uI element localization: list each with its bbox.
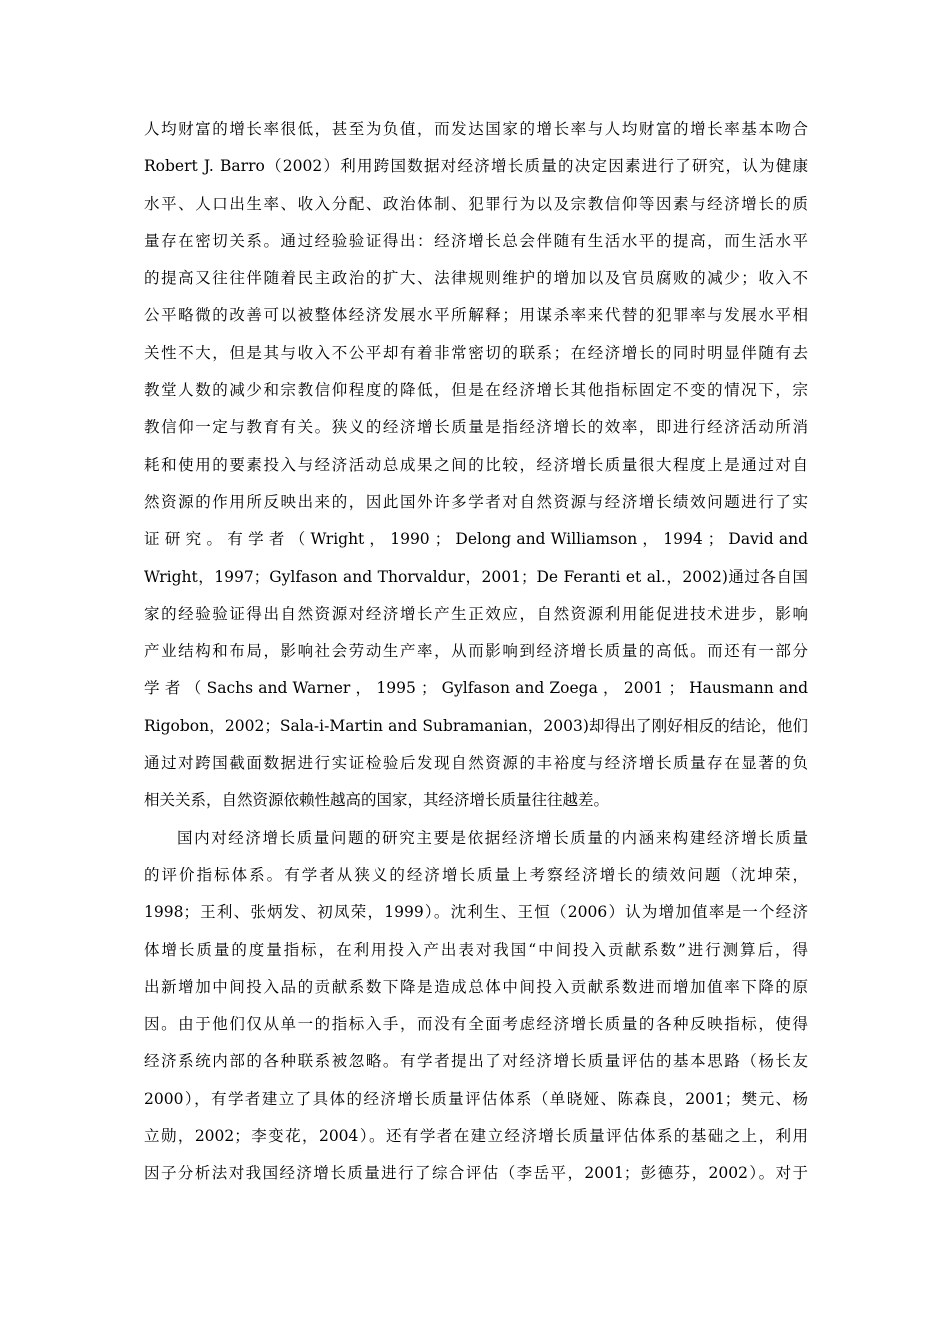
text-line: 因。由于他们仅从单一的指标入手，而没有全面考虑经济增长质量的各种反映指标，使得	[144, 1015, 808, 1034]
text-line: 证 研 究 。 有 学 者 （ Wright ， 1990 ； Delong and Williamson ， 1994 ； David and	[144, 530, 808, 549]
text-line: 教堂人数的减少和宗教信仰程度的降低，但是在经济增长其他指标固定不变的情况下，宗	[144, 381, 808, 400]
text-line: 因子分析法对我国经济增长质量进行了综合评估（李岳平，2001；彭德芬，2002）。对于	[144, 1164, 808, 1183]
text-line: 的评价指标体系。有学者从狭义的经济增长质量上考察经济增长的绩效问题（沈坤荣，	[144, 865, 808, 884]
text-line: 相关关系，自然资源依赖性越高的国家，其经济增长质量往往越差。	[144, 791, 610, 810]
text-line: 体增长质量的度量指标，在利用投入产出表对我国“中间投入贡献系数”进行测算后，得	[144, 940, 808, 959]
text-line: 国内对经济增长质量问题的研究主要是依据经济增长质量的内涵来构建经济增长质量	[177, 828, 808, 847]
document-page	[144, 111, 808, 1193]
text-line: 学 者 （ Sachs and Warner ， 1995 ； Gylfason and Zoega ， 2001 ； Hausmann and	[144, 679, 808, 698]
paragraph-domestic-research	[144, 820, 808, 1193]
text-line: 教信仰一定与教育有关。狭义的经济增长质量是指经济增长的效率，即进行经济活动所消	[144, 418, 808, 437]
text-line: 家的经验验证得出自然资源对经济增长产生正效应，自然资源利用能促进技术进步，影响	[144, 604, 808, 623]
text-line: 水平、人口出生率、收入分配、政治体制、犯罪行为以及宗教信仰等因素与经济增长的质	[144, 194, 808, 213]
text-line: 关性不大，但是其与收入不公平却有着非常密切的联系；在经济增长的同时明显伴随有去	[144, 343, 808, 362]
text-line: 公平略微的改善可以被整体经济发展水平所解释；用谋杀率来代替的犯罪率与发展水平相	[144, 306, 808, 325]
text-line: 经济系统内部的各种联系被忽略。有学者提出了对经济增长质量评估的基本思路（杨长友	[144, 1052, 808, 1071]
paragraph-foreign-research	[144, 111, 808, 820]
text-line: Robert J. Barro（2002）利用跨国数据对经济增长质量的决定因素进行了研究，认为健康	[144, 157, 808, 176]
text-line: 然资源的作用所反映出来的，因此国外许多学者对自然资源与经济增长绩效问题进行了实	[144, 492, 808, 511]
text-line: Rigobon，2002；Sala-i-Martin and Subramanian，2003)却得出了刚好相反的结论，他们	[144, 716, 808, 735]
text-line: 的提高又往往伴随着民主政治的扩大、法律规则维护的增加以及官员腐败的减少；收入不	[144, 269, 808, 288]
text-line: 耗和使用的要素投入与经济活动总成果之间的比较，经济增长质量很大程度上是通过对自	[144, 455, 808, 474]
text-line: 出新增加中间投入品的贡献系数下降是造成总体中间投入贡献系数进而增加值率下降的原	[144, 977, 808, 996]
text-line: 产业结构和布局，影响社会劳动生产率，从而影响到经济增长质量的高低。而还有一部分	[144, 642, 808, 661]
text-line: 量存在密切关系。通过经验验证得出：经济增长总会伴随有生活水平的提高，而生活水平	[144, 231, 808, 250]
text-line: 人均财富的增长率很低，甚至为负值，而发达国家的增长率与人均财富的增长率基本吻合	[144, 120, 808, 138]
text-line: 1998；王利、张炳发、初凤荣，1999）。沈利生、王恒（2006）认为增加值率是一个经济	[144, 903, 808, 922]
text-line: Wright，1997；Gylfason and Thorvaldur，2001；De Feranti et al.，2002)通过各自国	[144, 567, 808, 586]
text-line: 立勋，2002；李变花，2004）。还有学者在建立经济增长质量评估体系的基础之上，利用	[144, 1127, 808, 1146]
text-line: 2000），有学者建立了具体的经济增长质量评估体系（单晓娅、陈森良，2001；樊元、杨	[144, 1089, 808, 1108]
text-line: 通过对跨国截面数据进行实证检验后发现自然资源的丰裕度与经济增长质量存在显著的负	[144, 754, 808, 773]
